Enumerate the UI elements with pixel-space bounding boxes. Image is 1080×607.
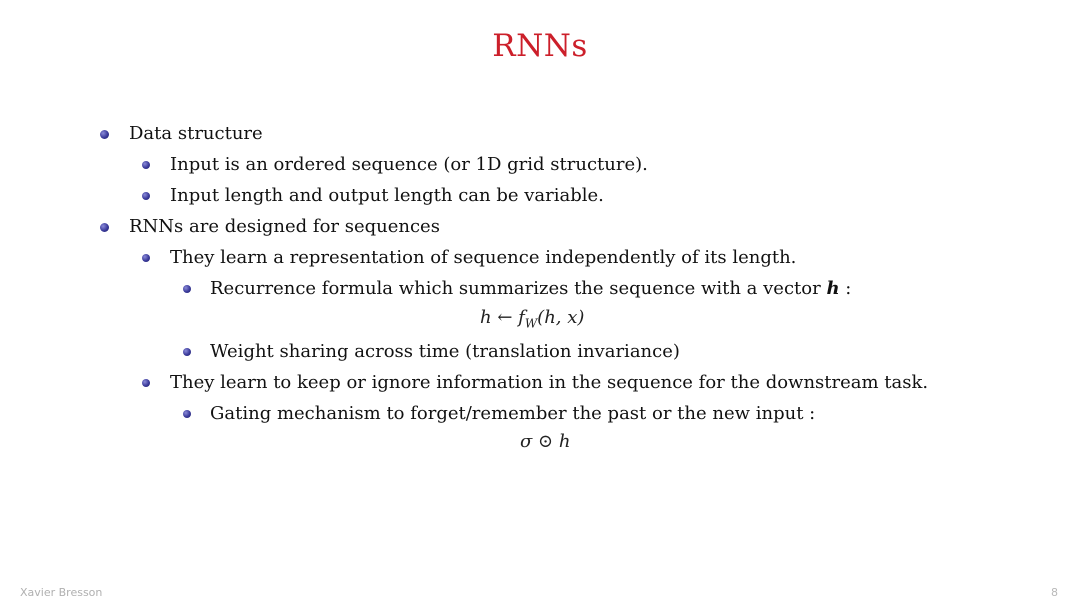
bullet-icon [142, 161, 150, 169]
bullet-icon [100, 223, 109, 232]
bullet-icon [183, 285, 191, 293]
list-item: RNNs are designed for sequences [129, 216, 440, 237]
list-item: Input length and output length can be variable. [170, 185, 604, 206]
list-item: They learn a representation of sequence independently of its length. [170, 247, 797, 268]
formula-arrow: ← [497, 307, 513, 328]
list-item: Input is an ordered sequence (or 1D grid structure). [170, 154, 648, 175]
formula-subscript: W [524, 316, 538, 331]
gating-formula: σ ⊙ h [520, 431, 571, 452]
recurrence-formula [480, 307, 584, 331]
list-item-tail: : [839, 278, 852, 299]
slide-title: RNNs [492, 28, 588, 64]
formula-lhs: h [480, 307, 492, 328]
list-item [210, 278, 851, 300]
bullet-icon [183, 348, 191, 356]
list-item: Weight sharing across time (translation invariance) [210, 341, 680, 362]
math-variable: h [826, 278, 840, 299]
list-item: They learn to keep or ignore information in the sequence for the downstream task. [170, 372, 929, 393]
footer-author: Xavier Bresson [20, 586, 103, 599]
bullet-icon [142, 192, 150, 200]
bullet-icon [100, 130, 109, 139]
list-item: Data structure [129, 123, 263, 144]
bullet-icon [183, 410, 191, 418]
bullet-icon [142, 379, 150, 387]
list-item: Gating mechanism to forget/remember the past or the new input : [210, 403, 816, 424]
bullet-icon [142, 254, 150, 262]
formula-args: (h, x) [537, 307, 585, 328]
list-item-text: Recurrence formula which summarizes the sequence with a vector [210, 278, 821, 299]
footer-page-number: 8 [1051, 586, 1058, 599]
formula-function: f [518, 307, 525, 328]
